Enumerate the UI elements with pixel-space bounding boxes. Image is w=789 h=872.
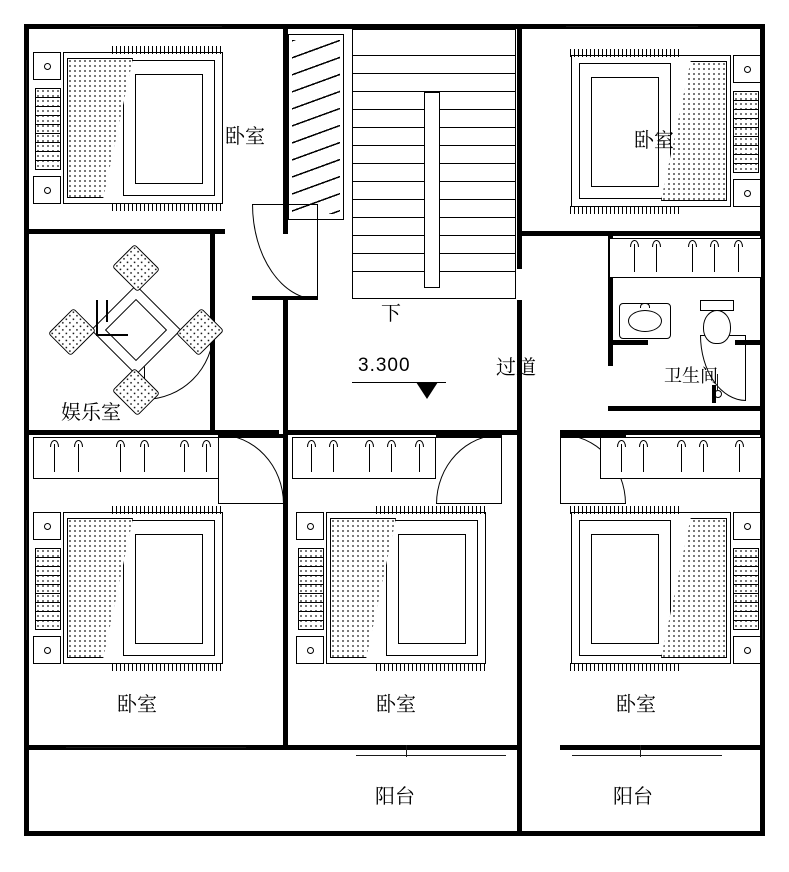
wardrobe-bottom-left xyxy=(33,437,219,479)
pillow-stripes-br xyxy=(733,548,759,630)
door-bedroom-bm xyxy=(436,434,502,500)
nightstand-bl-a xyxy=(33,512,61,540)
wall-bathroom-top xyxy=(608,340,648,345)
bed-top-left-fringe-bottom xyxy=(112,203,224,211)
bed-bl-fringe-bottom xyxy=(112,663,224,671)
bed-top-left xyxy=(63,52,223,204)
door-bedroom-bl xyxy=(218,434,284,500)
bed-top-right-fringe-bottom xyxy=(570,206,682,214)
pillow-stripes-bm xyxy=(298,548,324,630)
wall-bedroom-bm-right xyxy=(517,434,522,836)
nightstand-tr-a xyxy=(733,55,761,83)
bed-br-fringe-top xyxy=(570,506,682,514)
nightstand-bm-b xyxy=(296,636,324,664)
room-label-playroom: 娱乐室 xyxy=(61,402,121,424)
window-right-lower xyxy=(762,520,763,640)
pillow-stripes-bl xyxy=(35,548,61,630)
balcony-right-rail-b xyxy=(640,745,641,757)
balcony-left-rail xyxy=(356,755,506,756)
nightstand-tl-a xyxy=(33,52,61,80)
game-table-set xyxy=(62,256,210,404)
bed-bottom-left xyxy=(63,512,223,664)
elevation-value: 3.300 xyxy=(358,355,411,376)
room-label-bedroom-top-left: 卧室 xyxy=(225,126,265,148)
game-table-glyph xyxy=(96,300,128,336)
game-table-glyph-2 xyxy=(106,300,108,322)
nightstand-bl-b xyxy=(33,636,61,664)
nightstand-br-b xyxy=(733,636,761,664)
pillow-stripes-tr xyxy=(733,91,759,173)
balcony-left-rail-b xyxy=(406,745,407,757)
window-left-upper xyxy=(26,60,27,180)
bed-bm-fringe-bottom xyxy=(376,663,488,671)
window-bottom-left xyxy=(66,747,246,748)
stair-down-label: 下 xyxy=(381,303,401,325)
room-label-bedroom-top-right: 卧室 xyxy=(634,130,674,152)
wardrobe-bottom-mid xyxy=(292,437,436,479)
toilet-bowl xyxy=(703,310,731,344)
door-stair-hall xyxy=(252,234,318,300)
chair-top xyxy=(112,244,160,292)
wall-balcony-left-top xyxy=(345,745,517,750)
window-left-mid xyxy=(26,290,27,370)
wardrobe-top-right xyxy=(609,238,762,278)
nightstand-br-a xyxy=(733,512,761,540)
chair-right xyxy=(176,308,224,356)
elevation-marker xyxy=(352,382,446,402)
bed-bottom-mid xyxy=(326,512,486,664)
room-label-balcony-right: 阳台 xyxy=(613,786,653,808)
door-bedroom-tr xyxy=(522,236,528,242)
wall-balcony-right-top xyxy=(560,745,765,750)
room-label-corridor: 过道 xyxy=(496,357,536,379)
bed-br-fringe-bottom xyxy=(570,663,682,671)
window-top-right xyxy=(566,26,698,27)
bathroom-basin xyxy=(628,310,662,332)
bed-bottom-right xyxy=(571,512,731,664)
room-label-bedroom-bottom-mid: 卧室 xyxy=(376,694,416,716)
nightstand-tl-b xyxy=(33,176,61,204)
bed-top-left-fringe xyxy=(112,46,224,54)
room-label-balcony-left: 阳台 xyxy=(375,786,415,808)
pillow-stripes-tl xyxy=(35,88,61,170)
nightstand-bm-a xyxy=(296,512,324,540)
wall-corridor-left xyxy=(283,300,288,434)
room-label-bathroom: 卫生间 xyxy=(664,366,718,386)
wall-bedroom-tl-bottom xyxy=(29,229,225,234)
stair-down-arrow xyxy=(466,225,476,275)
stair-railing xyxy=(424,92,440,288)
nightstand-tr-b xyxy=(733,179,761,207)
outer-wall-bottom xyxy=(24,831,765,836)
bathroom-faucet-icon xyxy=(640,303,650,308)
bed-top-right-fringe xyxy=(570,49,682,57)
bed-bm-fringe-top xyxy=(376,506,488,514)
wall-bathroom-bottom xyxy=(608,406,765,411)
window-top-left xyxy=(90,26,222,27)
window-left-lower xyxy=(26,520,27,640)
balcony-right-rail xyxy=(572,755,722,756)
wall-bedroom-tr-bottom xyxy=(517,231,765,236)
room-label-bedroom-bottom-left: 卧室 xyxy=(117,694,157,716)
room-label-bedroom-bottom-right: 卧室 xyxy=(616,694,656,716)
chair-left xyxy=(48,308,96,356)
closet-stair-left-hatch xyxy=(292,40,340,214)
wardrobe-bottom-right xyxy=(600,437,762,479)
bed-bl-fringe-top xyxy=(112,506,224,514)
bathroom-floor-drain-icon xyxy=(714,390,722,398)
